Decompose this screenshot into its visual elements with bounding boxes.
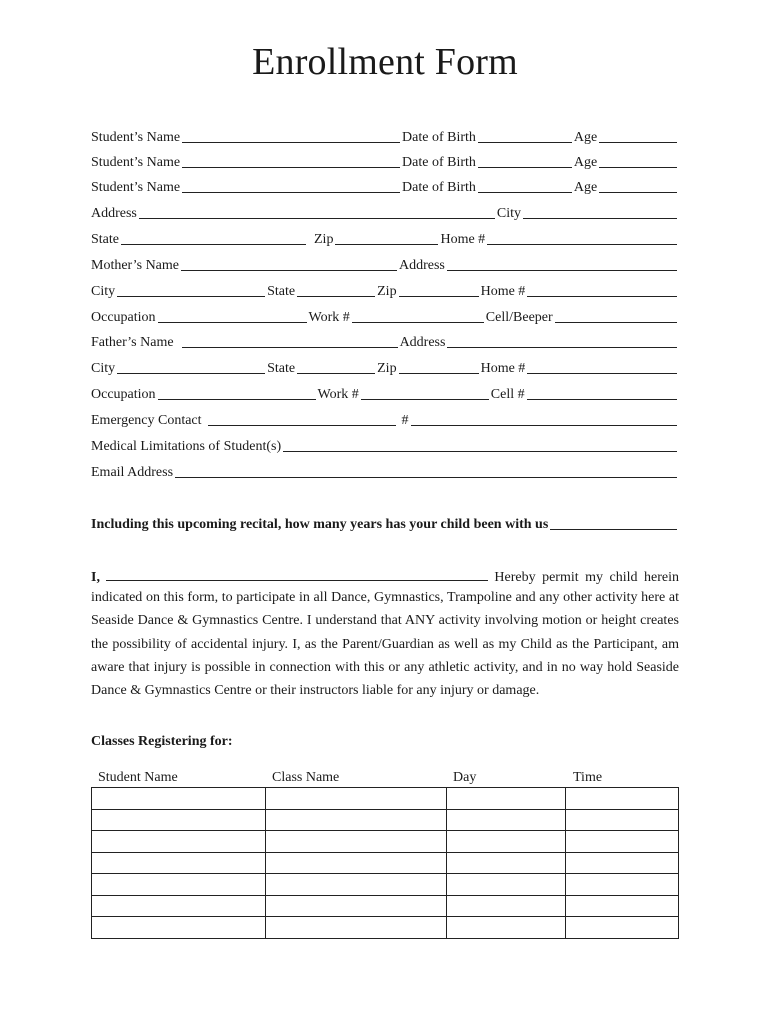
time-cell[interactable] xyxy=(566,874,679,896)
age-label: Age xyxy=(573,155,598,170)
day-cell[interactable] xyxy=(447,917,566,939)
state-field[interactable] xyxy=(121,244,306,245)
mother-state-label: State xyxy=(267,284,296,299)
page-title: Enrollment Form xyxy=(252,41,518,83)
father-state-label: State xyxy=(267,361,296,376)
student-name-cell[interactable] xyxy=(92,788,266,810)
home-phone-field[interactable] xyxy=(487,244,677,245)
father-work-label: Work # xyxy=(317,387,359,402)
student-name-field[interactable] xyxy=(182,192,400,193)
father-zip-label: Zip xyxy=(377,361,397,376)
father-address-field[interactable] xyxy=(447,347,677,348)
student-name-cell[interactable] xyxy=(92,917,266,939)
dob-label: Date of Birth xyxy=(402,180,476,195)
time-cell[interactable] xyxy=(566,895,679,917)
table-row xyxy=(92,831,679,853)
father-occupation-field[interactable] xyxy=(158,399,316,400)
day-cell[interactable] xyxy=(447,831,566,853)
time-cell[interactable] xyxy=(566,852,679,874)
home-phone-label: Home # xyxy=(440,232,486,247)
dob-field[interactable] xyxy=(478,167,572,168)
day-cell[interactable] xyxy=(447,852,566,874)
father-address-label: Address xyxy=(399,335,446,350)
student-name-cell[interactable] xyxy=(92,831,266,853)
father-row xyxy=(91,331,679,351)
table-row xyxy=(92,852,679,874)
mother-address-field[interactable] xyxy=(447,270,677,271)
day-cell[interactable] xyxy=(447,874,566,896)
emergency-contact-field[interactable] xyxy=(208,425,396,426)
mother-cell-beeper-label: Cell/Beeper xyxy=(485,310,553,325)
day-cell[interactable] xyxy=(447,895,566,917)
mother-work-label: Work # xyxy=(308,310,350,325)
mother-home-field[interactable] xyxy=(527,296,677,297)
table-row xyxy=(92,874,679,896)
time-cell[interactable] xyxy=(566,831,679,853)
dob-field[interactable] xyxy=(478,192,572,193)
permission-paragraph xyxy=(91,563,679,702)
mothers-name-field[interactable] xyxy=(181,270,397,271)
mother-cell-beeper-field[interactable] xyxy=(555,322,677,323)
city-label: City xyxy=(496,206,522,221)
father-state-field[interactable] xyxy=(297,373,375,374)
medical-row xyxy=(91,435,679,455)
mother-city-row xyxy=(91,280,679,300)
classes-title: Classes Registering for: xyxy=(91,734,233,749)
col-header-class-name: Class Name xyxy=(272,770,340,785)
col-header-student-name: Student Name xyxy=(98,770,178,785)
email-label: Email Address xyxy=(91,465,174,480)
age-field[interactable] xyxy=(599,167,677,168)
father-occupation-label: Occupation xyxy=(91,387,156,402)
medical-field[interactable] xyxy=(283,451,677,452)
classes-table xyxy=(91,787,679,939)
fathers-name-field[interactable] xyxy=(182,347,398,348)
email-row xyxy=(91,461,679,481)
age-label: Age xyxy=(573,180,598,195)
emergency-phone-field[interactable] xyxy=(411,425,677,426)
col-header-time: Time xyxy=(573,770,603,785)
student-name-label: Student’s Name xyxy=(91,155,181,170)
city-field[interactable] xyxy=(523,218,677,219)
time-cell[interactable] xyxy=(566,788,679,810)
dob-label: Date of Birth xyxy=(402,155,476,170)
state-label: State xyxy=(91,232,119,247)
father-work-field[interactable] xyxy=(361,399,489,400)
time-cell[interactable] xyxy=(566,917,679,939)
recital-years-field[interactable] xyxy=(550,529,677,530)
fathers-name-label: Father’s Name xyxy=(91,335,174,350)
table-row xyxy=(92,917,679,939)
permission-permit-text: Hereby permit my child herein xyxy=(494,570,679,585)
mother-zip-field[interactable] xyxy=(399,296,479,297)
father-home-field[interactable] xyxy=(527,373,677,374)
mother-state-field[interactable] xyxy=(297,296,375,297)
dob-field[interactable] xyxy=(478,142,572,143)
mothers-name-label: Mother’s Name xyxy=(91,258,179,273)
dob-label: Date of Birth xyxy=(402,130,476,145)
mother-zip-label: Zip xyxy=(377,284,397,299)
student-row-2 xyxy=(91,151,679,171)
zip-field[interactable] xyxy=(335,244,438,245)
recital-question: Including this upcoming recital, how many years has your child been with us xyxy=(91,517,549,532)
mother-city-label: City xyxy=(91,284,116,299)
permission-first-line xyxy=(91,563,679,586)
class-name-cell[interactable] xyxy=(266,874,447,896)
class-name-cell[interactable] xyxy=(266,831,447,853)
father-home-label: Home # xyxy=(480,361,526,376)
day-cell[interactable] xyxy=(447,788,566,810)
father-cell-label: Cell # xyxy=(490,387,525,402)
col-header-day: Day xyxy=(453,770,477,785)
time-cell[interactable] xyxy=(566,809,679,831)
permission-i-label: I, xyxy=(91,570,100,585)
email-field[interactable] xyxy=(175,477,677,478)
address-row xyxy=(91,202,679,222)
class-name-cell[interactable] xyxy=(266,809,447,831)
parent-name-field[interactable] xyxy=(106,580,488,581)
student-name-cell[interactable] xyxy=(92,895,266,917)
zip-label: Zip xyxy=(314,232,334,247)
class-name-cell[interactable] xyxy=(266,895,447,917)
student-name-label: Student’s Name xyxy=(91,180,181,195)
student-name-cell[interactable] xyxy=(92,809,266,831)
father-occupation-row xyxy=(91,383,679,403)
father-city-field[interactable] xyxy=(117,373,265,374)
emergency-row xyxy=(91,409,679,429)
state-row xyxy=(91,228,679,248)
student-name-field[interactable] xyxy=(182,142,400,143)
student-name-field[interactable] xyxy=(182,167,400,168)
mother-row xyxy=(91,254,679,274)
class-name-cell[interactable] xyxy=(266,917,447,939)
address-field[interactable] xyxy=(139,218,495,219)
class-name-cell[interactable] xyxy=(266,852,447,874)
father-city-row xyxy=(91,357,679,377)
mother-address-label: Address xyxy=(399,258,445,273)
recital-row xyxy=(91,513,679,533)
medical-label: Medical Limitations of Student(s) xyxy=(91,439,282,454)
table-row xyxy=(92,895,679,917)
mother-occupation-row xyxy=(91,306,679,326)
emergency-contact-label: Emergency Contact xyxy=(91,413,202,428)
table-row xyxy=(92,788,679,810)
student-name-label: Student’s Name xyxy=(91,130,181,145)
mother-home-label: Home # xyxy=(480,284,526,299)
mother-city-field[interactable] xyxy=(117,296,265,297)
address-label: Address xyxy=(91,206,137,221)
class-name-cell[interactable] xyxy=(266,788,447,810)
permission-body: indicated on this form, to participate in all Dance, Gymnastics, Trampoline and any other activity here at Seaside Dance & Gymnastics Centre. I understand that ANY activity involving motion or height creates the possibility of accidental injury. I, as the Parent/Guardian as well as my Child as the Participant, am aware that injury is possible in connection with this or any athletic activity, and in no way hold Seaside Dance & Gymnastics Centre or their instructors liable for any injury or damage. xyxy=(91,590,679,699)
table-row xyxy=(92,809,679,831)
mother-occupation-field[interactable] xyxy=(158,322,307,323)
father-zip-field[interactable] xyxy=(399,373,479,374)
mother-occupation-label: Occupation xyxy=(91,310,156,325)
day-cell[interactable] xyxy=(447,809,566,831)
student-row-1 xyxy=(91,126,679,146)
emergency-phone-label: # xyxy=(401,413,409,428)
age-field[interactable] xyxy=(599,192,677,193)
student-name-cell[interactable] xyxy=(92,874,266,896)
age-label: Age xyxy=(573,130,598,145)
age-field[interactable] xyxy=(599,142,677,143)
father-cell-field[interactable] xyxy=(527,399,677,400)
student-name-cell[interactable] xyxy=(92,852,266,874)
mother-work-field[interactable] xyxy=(352,322,484,323)
student-row-3 xyxy=(91,176,679,196)
father-city-label: City xyxy=(91,361,116,376)
